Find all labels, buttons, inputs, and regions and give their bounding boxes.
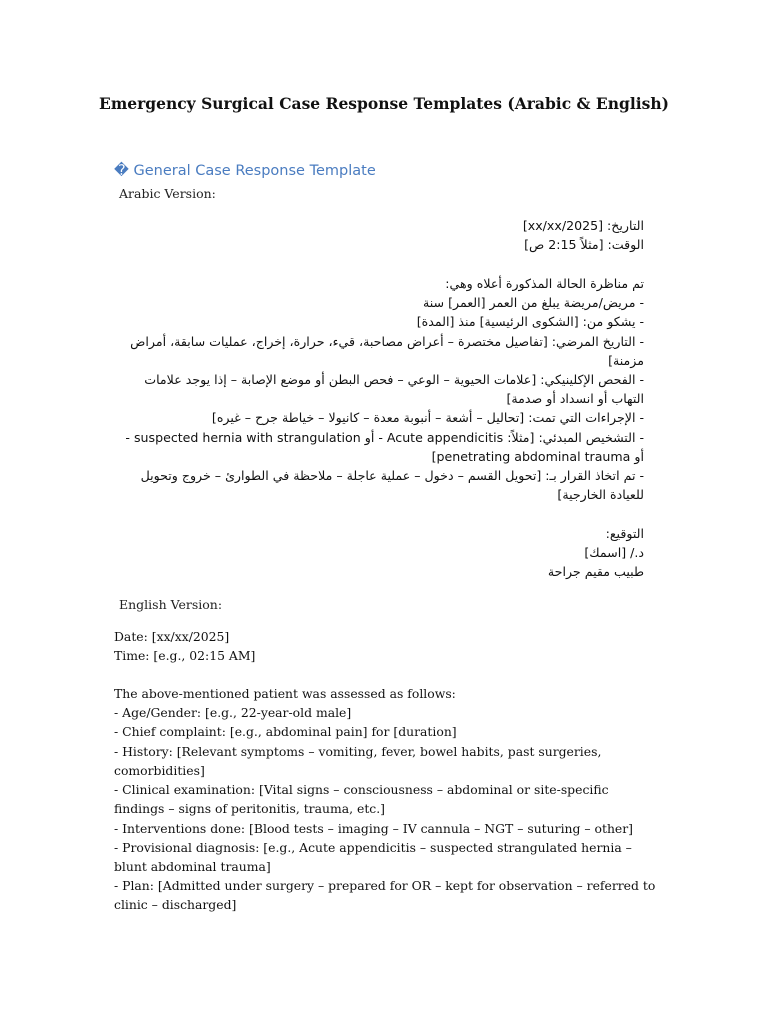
english-exam-line: - Clinical examination: [Vital signs – consciousness – abdominal or site-specific findings – signs of peritonitis, trauma, etc.]	[114, 782, 609, 817]
arabic-complaint-line: - يشكو من: [الشكوى الرئيسية] منذ [المدة]	[416, 314, 644, 329]
english-plan-line: - Plan: [Admitted under surgery – prepared for OR – kept for observation – referred to clinic – discharged]	[114, 878, 656, 913]
arabic-decision-line: - تم اتخاذ القرار بـ: [تحويل القسم – دخول – عملية عاجلة – ملاحظة في الطوارئ – خروج وتحويل للعيادة الخارجية]	[136, 468, 644, 503]
english-complaint-line: - Chief complaint: [e.g., abdominal pain] for [duration]	[114, 724, 457, 739]
arabic-procedures-line: - الإجراءات التي تمت: [تحاليل – أشعة – أنبوبة معدة – كانيولا – خياطة جرح – غيره]	[211, 410, 644, 425]
english-history-line: - History: [Relevant symptoms – vomiting, fever, bowel habits, past surgeries, comorbidities]	[114, 744, 602, 779]
section-heading: � General Case Response Template	[114, 163, 376, 179]
arabic-signature-name: د./ [اسمك]	[584, 545, 644, 560]
arabic-history-line: - التاريخ المرضي: [تفاصيل مختصرة – أعراض مصاحبة، قيء، حرارة، إخراج، عمليات سابقة، أمراض مزمنة]	[126, 334, 644, 369]
english-diagnosis-line: - Provisional diagnosis: [e.g., Acute appendicitis – suspected strangulated hernia – blunt abdominal trauma]	[114, 840, 632, 875]
arabic-exam-line: - الفحص الإكلينيكي: [علامات الحيوية – الوعي – فحص البطن أو موضع الإصابة – إذا يوجد علامات التهاب أو انسداد أو صدمة]	[140, 372, 644, 407]
english-date-line: Date: [xx/xx/2025]	[114, 629, 230, 644]
document-title: Emergency Surgical Case Response Templates (Arabic & English)	[99, 94, 669, 113]
english-version-label: English Version:	[119, 597, 223, 612]
arabic-signature-role: طبيب مقيم جراحة	[547, 564, 644, 579]
arabic-patient-line: - مريض/مريضة يبلغ من العمر [العمر] سنة	[422, 295, 644, 310]
arabic-signature-label: التوقيع:	[605, 526, 644, 541]
english-intro: The above-mentioned patient was assessed as follows:	[114, 686, 456, 701]
english-time-line: Time: [e.g., 02:15 AM]	[114, 648, 256, 663]
arabic-intro: تم مناظرة الحالة المذكورة أعلاه وهي:	[445, 276, 644, 291]
arabic-time-line: الوقت: [مثلاً 2:15 ص]	[524, 237, 644, 252]
arabic-date-line: التاريخ: [xx/xx/2025]	[522, 218, 644, 233]
arabic-diagnosis-line: - التشخيص المبدئي: [مثلاً: Acute appendicitis - أو suspected hernia with strangulation - أو penetrating abdominal trauma]	[121, 430, 644, 465]
english-age-line: - Age/Gender: [e.g., 22-year-old male]	[114, 705, 352, 720]
arabic-version-label: Arabic Version:	[119, 186, 216, 201]
english-interventions-line: - Interventions done: [Blood tests – imaging – IV cannula – NGT – suturing – other]	[114, 821, 634, 836]
